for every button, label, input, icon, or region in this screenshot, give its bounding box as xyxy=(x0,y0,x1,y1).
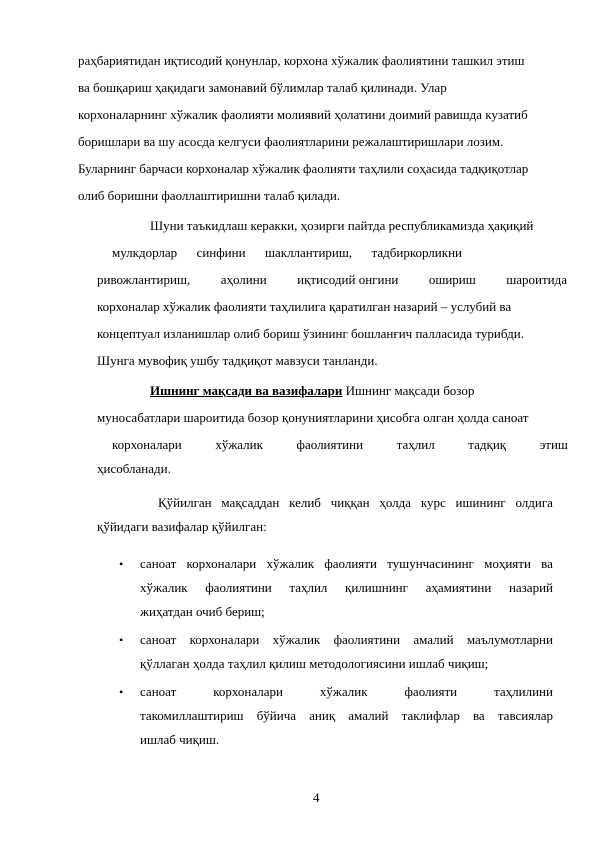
text-line: раҳбариятидан иқтисодий қонунлар, корхона хўжалик фаолиятини ташкил этиш xyxy=(78,53,525,68)
word: хўжалик xyxy=(319,684,368,699)
text-line-justified xyxy=(158,495,553,511)
word: олдига xyxy=(515,495,553,510)
word: синфини xyxy=(196,245,246,260)
word: корхоналари xyxy=(189,632,260,647)
text-line-justified xyxy=(140,632,553,648)
word: таклифлар xyxy=(401,708,460,723)
word: хўжалик xyxy=(140,580,188,595)
text-line: концептуал изланишлар олиб бориш ўзининг бошланғич палласида турибди. xyxy=(97,326,524,341)
text-line: муносабатлари шароитида бозор қонуниятларини ҳисобга олган ҳолда саноат xyxy=(97,410,529,425)
text-line-justified xyxy=(112,245,462,261)
word: шароитида xyxy=(506,272,567,287)
word: аҳолини xyxy=(220,272,267,287)
word: корхоналари xyxy=(186,556,257,571)
word: чиққан xyxy=(330,495,370,510)
bullet-icon: • xyxy=(119,633,124,647)
text-line-justified xyxy=(97,272,567,288)
bullet-icon: • xyxy=(119,557,124,571)
word: ва xyxy=(541,556,553,571)
word: моҳияти xyxy=(484,556,531,571)
word: хўжалик xyxy=(215,437,263,452)
word: келиб xyxy=(289,495,321,510)
text-line: Шуни таъкидлаш керакки, ҳозирги пайтда республикамизда ҳақиқий xyxy=(150,218,534,233)
bullet-icon: • xyxy=(119,685,124,699)
word: шакллантириш, xyxy=(264,245,353,260)
word: амалий xyxy=(348,708,389,723)
text-line: қўйидаги вазифалар қўйилган: xyxy=(97,519,267,534)
text-line-justified xyxy=(140,556,553,572)
word: саноат xyxy=(140,684,177,699)
text-line: жиҳатдан очиб бериш; xyxy=(140,604,265,619)
word: саноат xyxy=(140,632,177,647)
text-line: қўллаган ҳолда таҳлил қилиш методологиясини ишлаб чиқиш; xyxy=(140,656,489,671)
text-line-justified xyxy=(112,437,568,453)
text-run: Ишнинг мақсади бозор xyxy=(342,383,475,398)
text-line-justified xyxy=(140,684,553,700)
word: ҳолда xyxy=(379,495,412,510)
word: бўйича xyxy=(256,708,297,723)
word: фаолиятини xyxy=(296,437,364,452)
word: хўжалик xyxy=(266,556,315,571)
word: маълумотларни xyxy=(466,632,553,647)
text-line-justified xyxy=(140,580,553,596)
word: ишининг xyxy=(455,495,506,510)
word: аниқ xyxy=(309,708,336,723)
word: ва xyxy=(472,708,485,723)
word: амалий xyxy=(413,632,454,647)
word: назарий xyxy=(508,580,553,595)
text-line: ҳисобланади. xyxy=(97,461,171,476)
word: қилишнинг xyxy=(345,580,408,595)
word: курс xyxy=(420,495,446,510)
word: Қўйилган xyxy=(158,495,212,510)
page-number: 4 xyxy=(313,790,320,805)
text-line: корхоналарнинг хўжалик фаолияти молиявий ҳолатини доимий равишда кузатиб xyxy=(78,107,528,122)
word: фаолиятини xyxy=(333,632,401,647)
text-line: корхоналар хўжалик фаолияти таҳлилига қаратилган назарий – услубий ва xyxy=(97,299,512,314)
word: тушунчасининг xyxy=(387,556,474,571)
word: тадқиқ xyxy=(468,437,507,452)
word: этиш xyxy=(539,437,568,452)
word: фаолияти xyxy=(324,556,377,571)
word: корхоналари xyxy=(213,684,283,699)
word: ривожлантириш, xyxy=(97,272,191,287)
text-line: ва бошқариш ҳақидаги замонавий бўлимлар талаб қилинади. Улар xyxy=(78,80,447,95)
word: саноат xyxy=(140,556,177,571)
word: тадбиркорликни xyxy=(371,245,462,260)
section-heading: Ишнинг мақсади ва вазифалари xyxy=(150,383,343,398)
word: таҳлил xyxy=(289,580,328,595)
text-line: Шунга мувофиқ ушбу тадқиқот мавзуси танланди. xyxy=(97,353,378,368)
word: корхоналари xyxy=(112,437,182,452)
word: такомиллаштириш xyxy=(140,708,244,723)
text-line: ишлаб чиқиш. xyxy=(140,732,220,747)
text-line: олиб боришни фаоллаштиришни талаб қилади. xyxy=(78,188,341,203)
word: хўжалик xyxy=(272,632,321,647)
word: таҳлилини xyxy=(494,684,553,699)
word: ошириш xyxy=(428,272,476,287)
word: мақсаддан xyxy=(221,495,280,510)
word: таҳлил xyxy=(396,437,435,452)
word: фаолиятини xyxy=(205,580,272,595)
text-line: боришлари ва шу асосда келгуси фаолиятларини режалаштиришлари лозим. xyxy=(78,134,504,149)
text-line xyxy=(150,383,474,399)
word: иқтисодий онгини xyxy=(297,272,399,287)
word: тавсиялар xyxy=(497,708,553,723)
text-line-justified xyxy=(140,708,553,724)
text-line: Буларнинг барчаси корхоналар хўжалик фаолияти таҳлили соҳасида тадқиқотлар xyxy=(78,161,529,176)
word: фаолияти xyxy=(404,684,458,699)
word: аҳамиятини xyxy=(425,580,492,595)
word: мулкдорлар xyxy=(112,245,178,260)
